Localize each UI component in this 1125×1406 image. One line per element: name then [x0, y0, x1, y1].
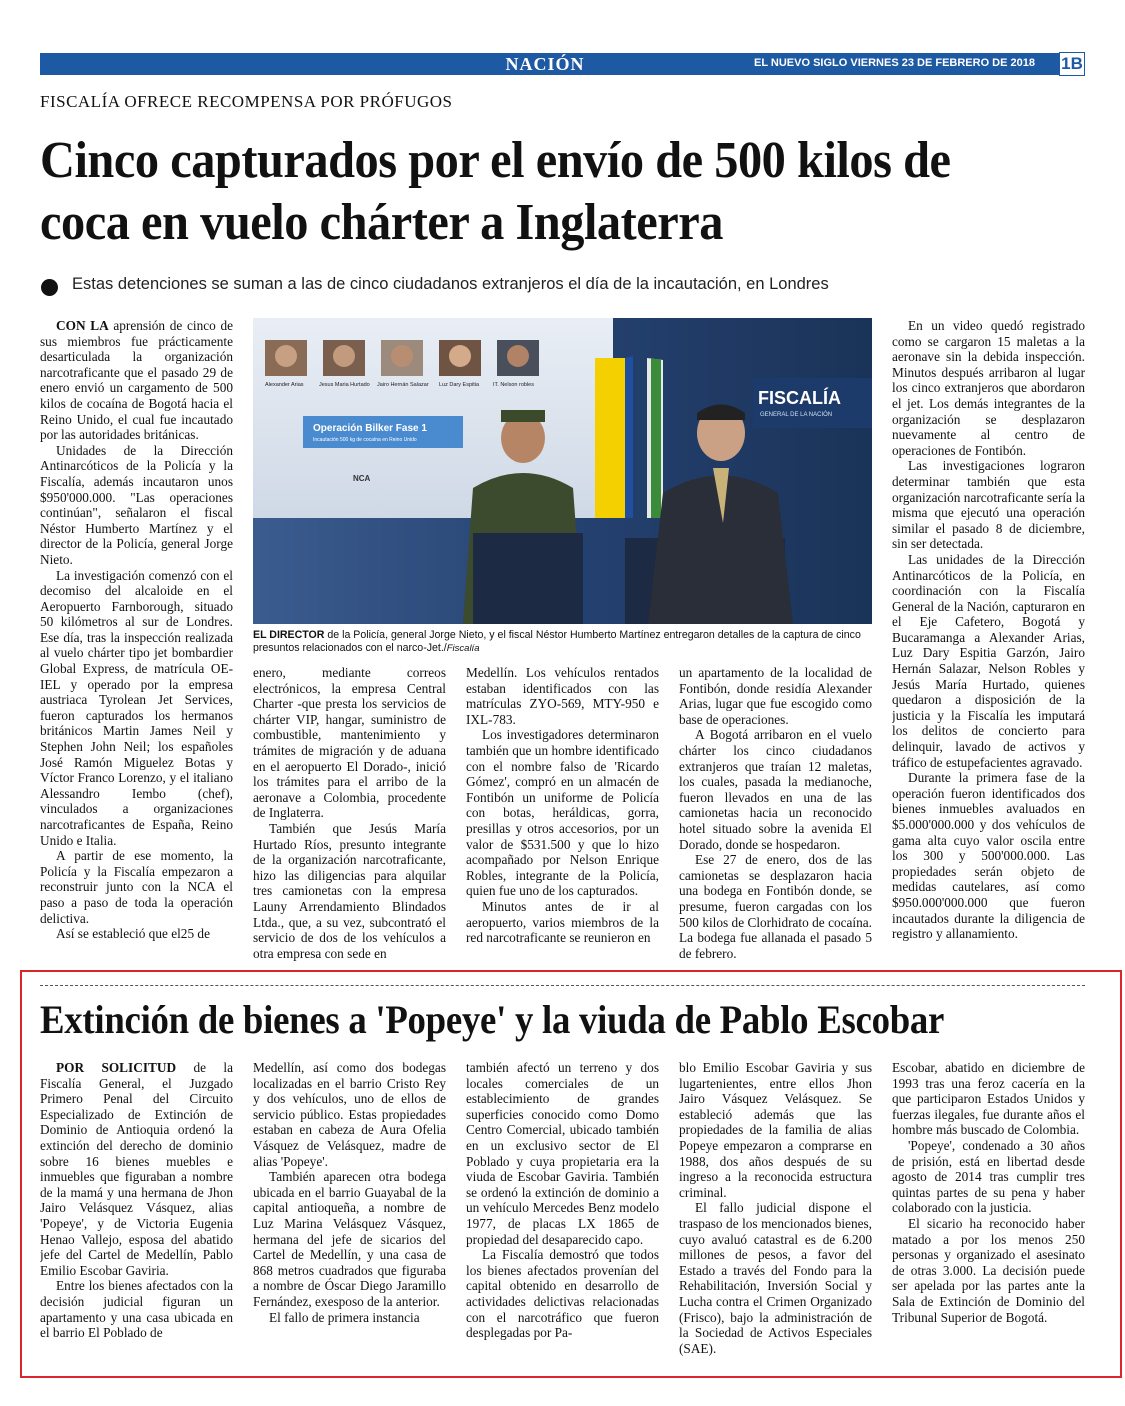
- secondary-column-5: [892, 1060, 1085, 1372]
- screen-subtitle: Incautación 500 kg de cocaína en Reino Unido: [313, 437, 417, 443]
- paragraph: Escobar, abatido en diciembre de 1993 tras una feroz cacería en la que participaron Estados Unidos y fuerzas ilegales, fue durante años el hombre más buscado de Colombia.: [892, 1060, 1085, 1138]
- section-name: NACIÓN: [505, 54, 585, 74]
- suspect-name: Luz Dary Espitia: [439, 382, 480, 388]
- paragraph: También que Jesús María Hurtado Ríos, presunto integrante de la organización narcotraficante, hizo las diligencias para alquilar tres camionetas con la empresa Launy Arrendamiento Blindados Ltda., que, a su vez, subcontrató el servicio de dos de los vehículos a otra empresa con sede en: [253, 820, 446, 961]
- paragraph: Así se estableció que el25 de: [56, 926, 210, 942]
- lead-in: CON LA: [56, 318, 109, 333]
- article-column-4: [679, 665, 872, 965]
- paragraph: un apartamento de la localidad de Fontibón, donde residía Alexander Arias, lugar que fue escogido como base de operaciones.: [679, 665, 872, 727]
- paragraph: A Bogotá arribaron en el vuelo chárter los cinco ciudadanos extranjeros que traían 12 maletas, los cuales, pasada la medianoche, fueron llevados en una de las camionetas hacia un reconocido hotel situado sobre la avenida El Dorado, donde se hospedaron.: [679, 727, 872, 852]
- paragraph: enero, mediante correos electrónicos, la empresa Central Charter -que presta los servicios de chárter VIP, hangar, suministro de combustible, mantenimiento y trámites de migración y de aduana en el aeropuerto El Dorado-, inició los trámites para el arribo de la aeronave a Colombia, procedente de Inglaterra.: [253, 665, 446, 821]
- article-subhead: Estas detenciones se suman a las de cinco ciudadanos extranjeros el día de la incautación, en Londres: [72, 275, 829, 293]
- paragraph: A partir de ese momento, la Policía y la Fiscalía empezaron a reconstruir junto con la NCA el paso a paso de toda la operación delictiva.: [40, 848, 233, 926]
- photo-credit: Fiscalía: [446, 643, 480, 654]
- paragraph: Las unidades de la Dirección Antinarcóticos de la Policía, en coordinación con la Fiscalía General de la Nación, capturaron en el Eje Cafetero, Bogotá y Bucaramanga a Alexander Arias, Luz Dary Espitia Garzón, Jairo Hernán Salazar, Nelson Robles y Jesús María Hurtado, quienes quedaron a disposición de la justicia y la Fiscalía les imputará los delitos de concierto para delinquir, lavado de activos y tráfico de estupefacientes agravado.: [892, 551, 1085, 770]
- paragraph: El sicario ha reconocido haber matado a por los menos 250 personas y organizado el asesinato de otras 3.000. La decisión puede ser apelada por las partes ante la Sala de Extinción de Dominio del Tribunal Superior de Bogotá.: [892, 1215, 1085, 1325]
- secondary-column-4: [679, 1060, 872, 1372]
- bullet-icon: [41, 279, 58, 296]
- paragraph: 'Popeye', condenado a 30 años de prisión, está en libertad desde agosto de 2014 tras cumplir tres quintas partes de su pena y haber colaborado con la justicia.: [892, 1137, 1085, 1216]
- paragraph: La investigación comenzó con el decomiso del alcaloide en el Aeropuerto Farnborough, situado 50 kilómetros al sur de Londres. Ese día, tras la inspección realizada al vuelo chárter tipo jet bombardier Global Express, de matrícula OE-IEL y operado por la empresa austriaca Tyrolean Jet Services, fueron capturados los hermanos británicos Martin James Neil y Stephen John Neil; los españoles José Ramón Miguelez Botas y Víctor Franco Lorenzo, y el italiano Alessandro Iembo (chef), vinculados a organizaciones narcotraficantes de España, Reino Unido e Italia.: [40, 567, 233, 848]
- paragraph: Durante la primera fase de la operación fueron identificados dos bienes inmuebles avaluados en $5.000'000.000 y dos vehículos de gama alta cuyo valor oscila entre los 300 y 500'000.000. Las propiedades serán objeto de medidas cautelares, así como $950.000'000.000 que fueron incautados durante la diligencia de registro y allanamiento.: [892, 770, 1085, 942]
- paragraph: Ese 27 de enero, dos de las camionetas se desplazaron hacia una bodega en Fontibón donde, se presume, fueron cargadas con los 500 kilos de Clorhidrato de cocaína. La bodega fue allanada el pasado 5 de febrero.: [679, 852, 872, 961]
- banner-subtitle: GENERAL DE LA NACIÓN: [760, 412, 833, 418]
- paragraph: también afectó un terreno y dos locales comerciales de un establecimiento de grandes superficies conocido como Domo Centro Comercial, ubicado también en un exclusivo sector de El Poblado y cuya propietaria era la viuda de Escobar Gaviria. También se ordenó la extinción de dominio a un vehículo Mercedes Benz modelo 1977, de placas LX 1865 de propiedad del desaparecido capo.: [466, 1060, 659, 1247]
- paragraph: Minutos antes de ir al aeropuerto, varios miembros de la red narcotraficante se reunieron en: [466, 898, 659, 946]
- paragraph: El fallo de primera instancia: [269, 1309, 420, 1325]
- press-conference-photo: [253, 318, 872, 624]
- paragraph: de la Fiscalía General, el Juzgado Primero Penal del Circuito Especializado de Extinción de Dominio de Antioquia ordenó la extinción del derecho de dominio sobre 16 bienes muebles e inmuebles que figuraban a nombre de la mamá y una hermana de Jhon Jairo Velásquez Vásquez, alias 'Popeye', y de Victoria Eugenia Henao Vallejo, esposa del abatido jefe del Cartel de Medellín, Pablo Emilio Escobar Gaviria.: [40, 1060, 233, 1278]
- lead-in: POR SOLICITUD: [56, 1060, 177, 1075]
- suspect-name: Jairo Hernán Salazar: [377, 382, 429, 388]
- article-kicker: FISCALÍA OFRECE RECOMPENSA POR PRÓFUGOS: [40, 92, 453, 111]
- article-column-3: [466, 665, 659, 965]
- article-column-1: [40, 318, 233, 965]
- banner-brand: FISCALÍA: [758, 388, 841, 408]
- paragraph: Los investigadores determinaron también que un hombre identificado con el nombre falso de 'Ricardo Gómez', compró en un almacén de Fontibón un uniforme de Policía con botas, heráldicas, gorra, presillas y otros accesorios, por un valor de $531.500 y que lo hizo acompañado por Nelson Enrique Robles, integrante de la Policía, quien fue uno de los capturados.: [466, 727, 659, 899]
- article-column-6: [892, 318, 1085, 965]
- paragraph: Medellín, así como dos bodegas localizadas en el barrio Cristo Rey y dos vehículos, uno de ellos de servicio público. Estas propiedades estaban en cabeza de Aura Ofelia Vásquez de Velásquez, madre de alias 'Popeye'.: [253, 1060, 446, 1169]
- paragraph: Las investigaciones lograron determinar también que esta organización narcotraficante sería la misma que ejecutó una operación similar el pasado 8 de diciembre, sin ser detectada.: [892, 458, 1085, 552]
- suspect-name: Alexander Arias: [265, 382, 304, 388]
- secondary-column-3: [466, 1060, 659, 1372]
- secondary-column-1: [40, 1060, 233, 1372]
- secondary-headline: Extinción de bienes a 'Popeye' y la viuda de Pablo Escobar: [40, 997, 945, 1042]
- paragraph: Medellín. Los vehículos rentados estaban identificados con las matrículas ZYO-569, MTY-950 e IXL-783.: [466, 665, 659, 727]
- paragraph: En un video quedó registrado como se cargaron 15 maletas a la aeronave sin la debida inspección. Minutos después arribaron al lugar los cinco extranjeros que abordaron el jet. Los demás integrantes de la organización se desplazaron nuevamente al centro de operaciones de Fontibón.: [892, 318, 1085, 458]
- paragraph: El fallo judicial dispone el traspaso de los mencionados bienes, cuyo avaluó catastral es de 6.200 millones de pesos, a favor del Estado a través del Fondo para la Rehabilitación, Inversión Social y Lucha contra el Crimen Organizado (Frisco), bajo la administración de la Sociedad de Activos Especiales (SAE).: [679, 1200, 872, 1356]
- newspaper-date: EL NUEVO SIGLO VIERNES 23 DE FEBRERO DE 2018: [754, 57, 1035, 69]
- photo-caption: [253, 629, 872, 655]
- screen-title: Operación Bilker Fase 1: [313, 423, 427, 434]
- paragraph: También aparecen otra bodega ubicada en el barrio Guayabal de la capital antioqueña, a nombre de Luz Marina Velásquez Vásquez, hermana del jefe de sicarios del Cartel de Medellín, y una casa de 868 metros cuadrados que figuraba a nombre de Óscar Diego Jaramillo Fernández, exesposo de la anterior.: [253, 1169, 446, 1309]
- caption-text: de la Policía, general Jorge Nieto, y el fiscal Néstor Humberto Martínez entregaron detalles de la captura de cinco presuntos relacionados con el narco-Jet./: [253, 629, 861, 654]
- paragraph: Unidades de la Dirección Antinarcóticos de la Policía y la Fiscalía, además incautaron unos $950'000.000. "Las operaciones continúan", señalaron el fiscal Néstor Humberto Martínez y el director de la Policía, general Jorge Nieto.: [40, 442, 233, 567]
- paragraph: La Fiscalía demostró que todos los bienes afectados provenían del capital obtenido en desarrollo de actividades delictivas relacionadas con el narcotráfico que fueron desplegadas por Pa-: [466, 1247, 659, 1341]
- article-headline: Cinco capturados por el envío de 500 kilos de coca en vuelo chárter a Inglaterra: [40, 132, 951, 251]
- suspect-photos: [265, 340, 539, 376]
- screen-logo: NCA: [353, 474, 371, 483]
- paragraph: aprensión de cinco de sus miembros fue prácticamente desarticulada la organización narcotraficante que el pasado 29 de enero envió un cargamento de 500 kilos de cocaína de Bogotá hacia el Reino Unido, el cual fue incautado por las autoridades británicas.: [40, 318, 233, 443]
- secondary-column-2: [253, 1060, 446, 1372]
- page-number: 1B: [1059, 52, 1085, 76]
- section-header-bar: [40, 53, 1085, 75]
- photo-illustration: [253, 318, 872, 624]
- paragraph: Entre los bienes afectados con la decisión judicial figuran un apartamento y una casa ubicada en el barrio El Poblado de: [40, 1278, 233, 1341]
- suspect-name: IT. Nelson robles: [493, 382, 534, 388]
- article-column-2: [253, 665, 446, 965]
- paragraph: blo Emilio Escobar Gaviria y sus lugartenientes, entre ellos Jhon Jairo Vásquez Velásquez. Se estableció además que las propiedades de la familia de alias Popeye empezaron a comprarse en 1988, dos años después de su ingreso a la reconocida estructura criminal.: [679, 1060, 872, 1200]
- dashed-divider: [40, 985, 1085, 986]
- suspect-name: Jesus Maria Hurtado: [319, 382, 370, 388]
- caption-lead: EL DIRECTOR: [253, 629, 325, 641]
